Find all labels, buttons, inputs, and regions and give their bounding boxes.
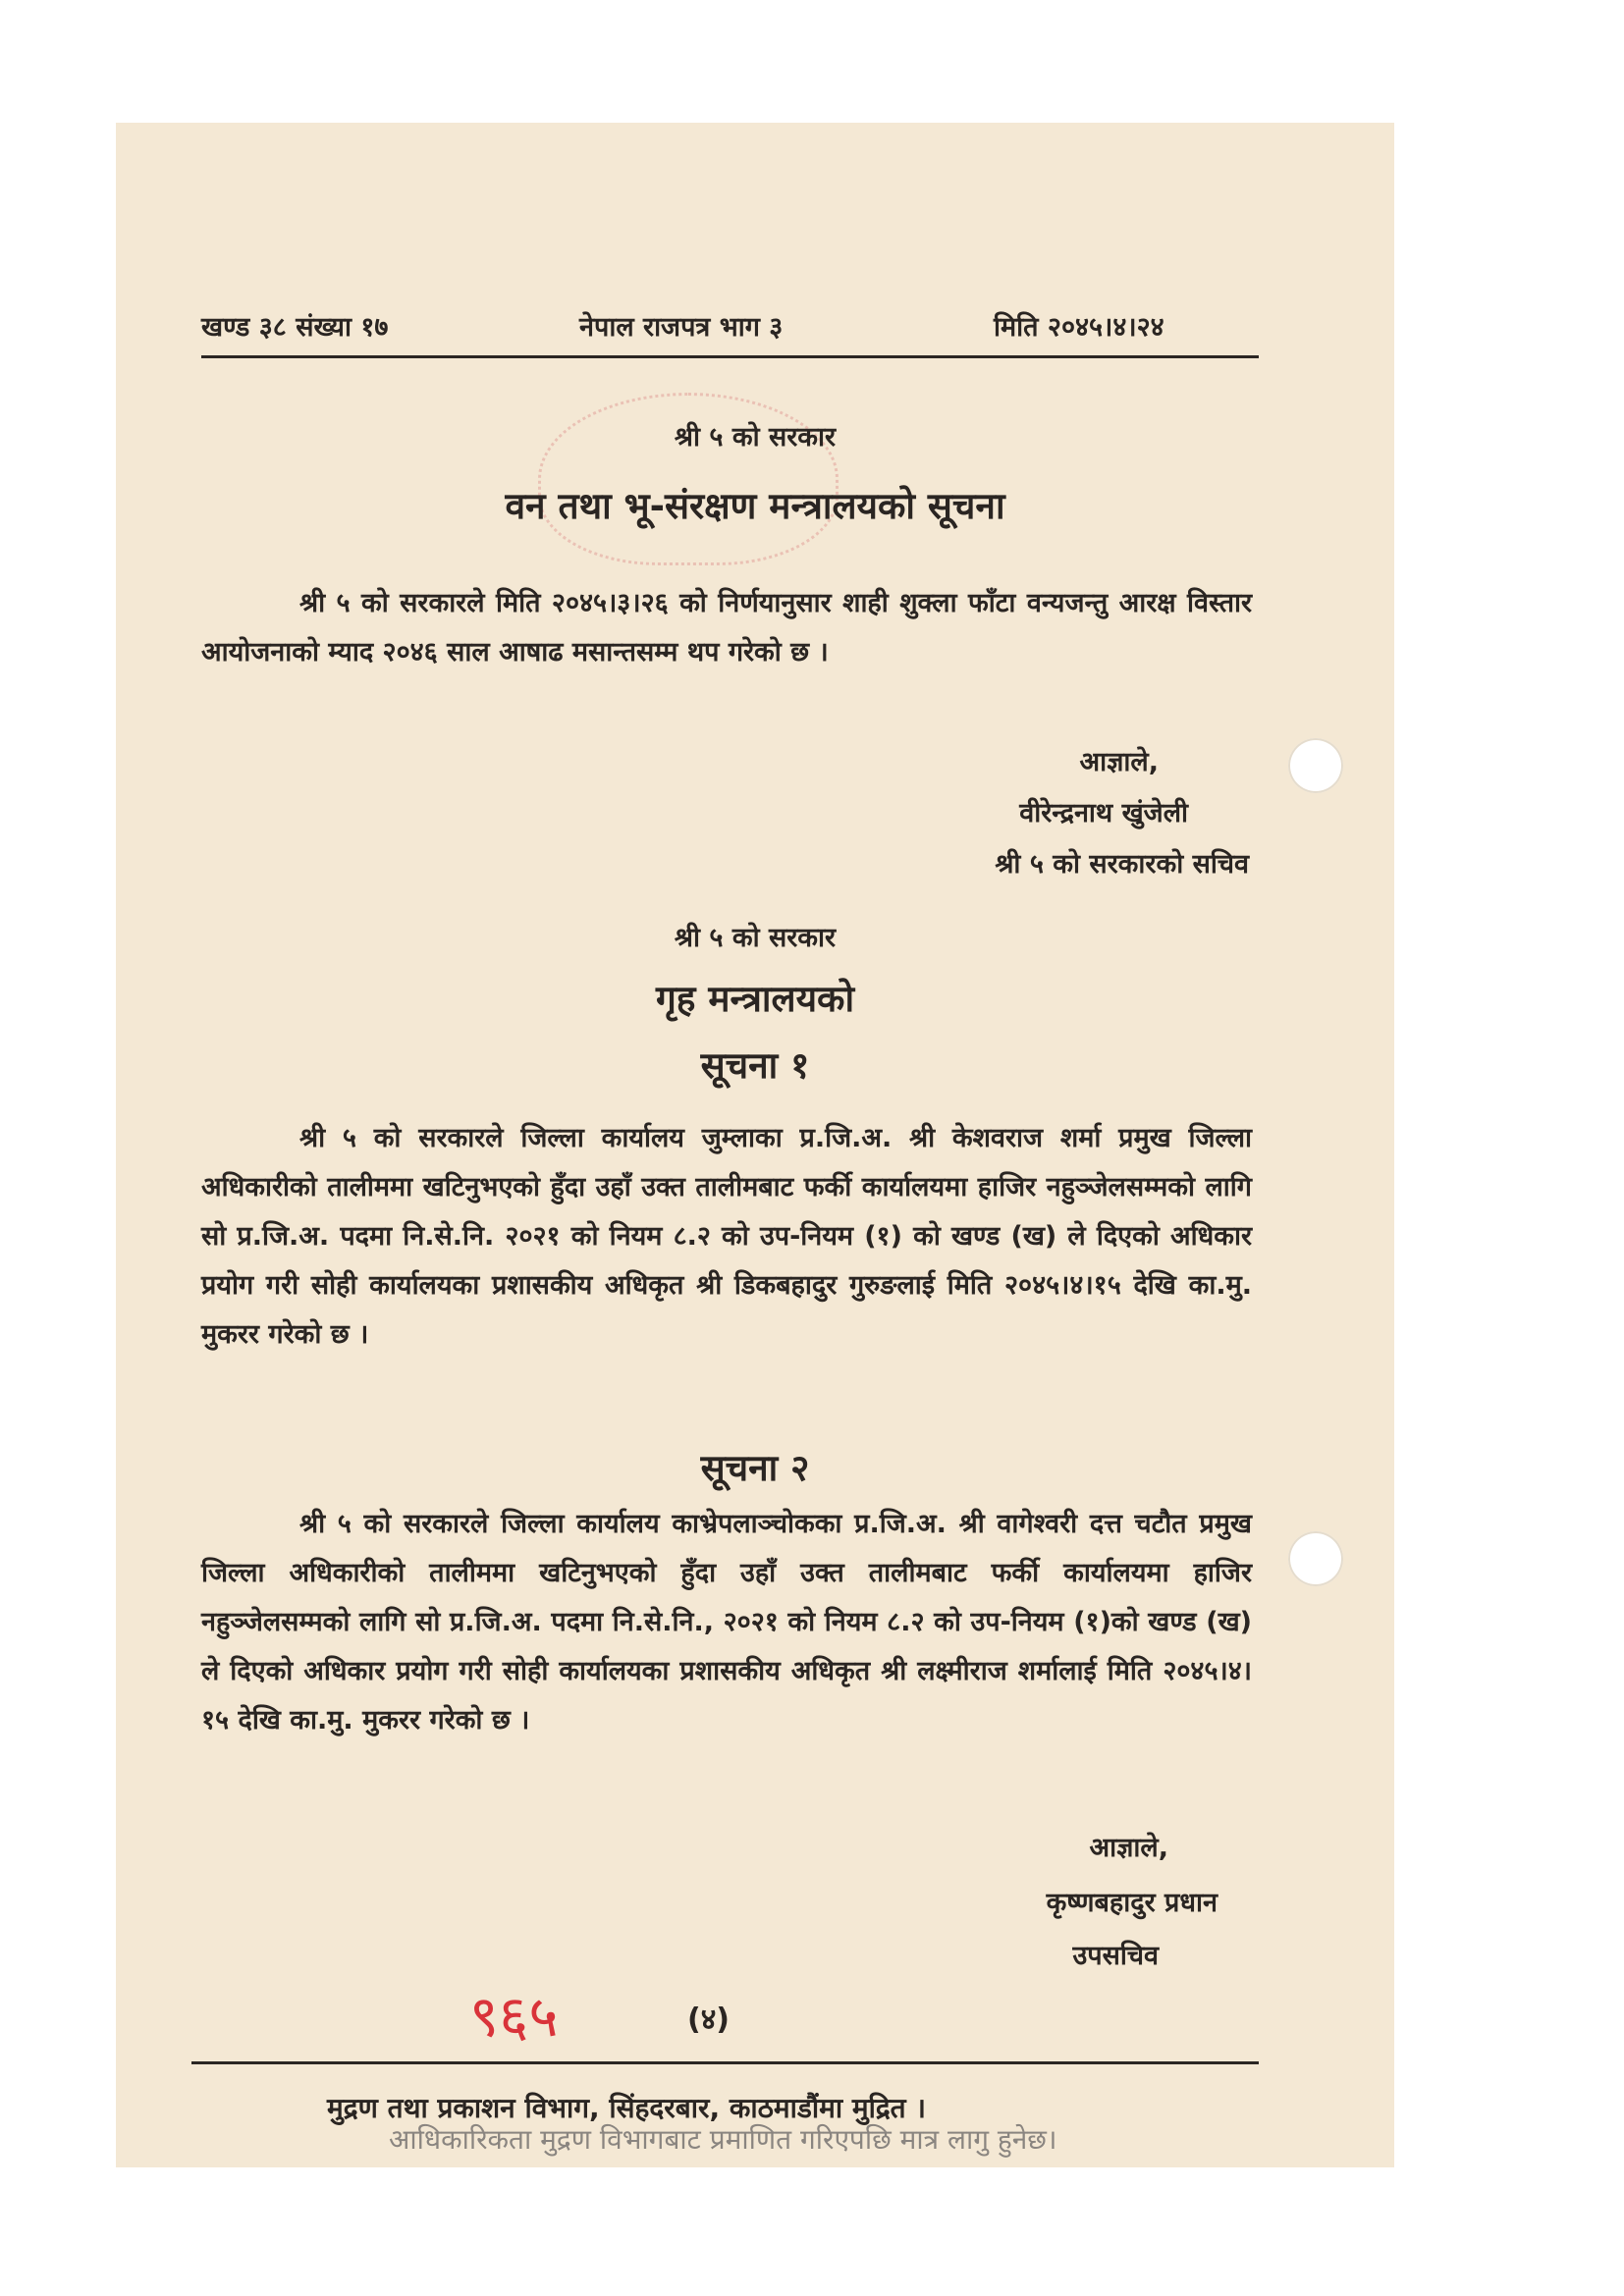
notice2-signatory-title: उपसचिव xyxy=(1072,1941,1159,1971)
handwritten-number: ९६५ xyxy=(469,1983,559,2050)
volume-number: खण्ड ३८ संख्या १७ xyxy=(201,312,389,343)
printer-line: मुद्रण तथा प्रकाशन विभाग, सिंहदरबार, काठमाडौंमा मुद्रित । xyxy=(327,2092,927,2124)
notice2-sub1-paragraph xyxy=(201,1114,1252,1360)
notice1-paragraph xyxy=(201,579,1252,677)
punch-hole xyxy=(1288,1531,1343,1586)
notice1-text: श्री ५ को सरकारले मिति २०४५।३।२६ को निर्णयानुसार शाही शुक्ला फाँटा वन्यजन्तु आरक्ष विस्तार आयोजनाको म्याद २०४६ साल आषाढ मसान्तसम्म थप गरेको छ । xyxy=(201,588,1252,667)
notice2-sub1-title: सूचना १ xyxy=(700,1044,810,1087)
gazette-title: नेपाल राजपत्र भाग ३ xyxy=(579,312,784,343)
gazette-date: मिति २०४५।४।२४ xyxy=(994,312,1164,343)
notice2-ministry-title: गृह मन्त्रालयको xyxy=(655,978,855,1020)
notice2-sign-order: आज्ञाले, xyxy=(1089,1833,1168,1863)
certification-note: आधिकारिकता मुद्रण विभागबाट प्रमाणित गरिएपछि मात्र लागु हुनेछ। xyxy=(389,2123,1057,2156)
notice1-signatory-title: श्री ५ को सरकारको सचिव xyxy=(995,849,1249,880)
header-divider xyxy=(201,355,1259,358)
page-number: (४) xyxy=(687,2002,731,2037)
notice2-signatory-name: कृष्णबहादुर प्रधान xyxy=(1046,1888,1218,1918)
notice2-sub2-paragraph xyxy=(201,1500,1252,1745)
footer-divider xyxy=(191,2061,1259,2064)
notice1-ministry-title: वन तथा भू-संरक्षण मन्त्रालयको सूचना xyxy=(505,485,1005,527)
punch-hole xyxy=(1288,738,1343,793)
notice1-sign-order: आज्ञाले, xyxy=(1079,747,1159,777)
notice2-sub2-title: सूचना २ xyxy=(700,1447,810,1489)
notice1-signatory-name: वीरेन्द्रनाथ खुंजेली xyxy=(1019,798,1188,828)
notice1-govt: श्री ५ को सरकार xyxy=(674,422,837,453)
notice2-govt: श्री ५ को सरकार xyxy=(674,923,837,953)
notice2-sub1-text: श्री ५ को सरकारले जिल्ला कार्यालय जुम्लाका प्र.जि.अ. श्री केशवराज शर्मा प्रमुख जिल्ला अधिकारीको तालीममा खटिनुभएको हुँदा उहाँ उक्त तालीमबाट फर्की कार्यालयमा हाजिर नहुञ्जेलसम्मको लागि सो प्र.जि.अ. पदमा नि.से.नि. २०२१ को नियम ८.२ को उप-नियम (१) को खण्ड (ख) ले दिएको अधिकार प्रयोग गरी सोही कार्यालयका प्रशासकीय अधिकृत श्री डिकबहादुर गुरुङलाई मिति २०४५।४।१५ देखि का.मु. मुकरर गरेको छ । xyxy=(201,1123,1252,1350)
notice2-sub2-text: श्री ५ को सरकारले जिल्ला कार्यालय काभ्रेपलाञ्चोकका प्र.जि.अ. श्री वागेश्वरी दत्त चटौत प्रमुख जिल्ला अधिकारीको तालीममा खटिनुभएको हुँदा उहाँ उक्त तालीमबाट फर्की कार्यालयमा हाजिर नहुञ्जेलसम्मको लागि सो प्र.जि.अ. पदमा नि.से.नि., २०२१ को नियम ८.२ को उप-नियम (१)को खण्ड (ख) ले दिएको अधिकार प्रयोग गरी सोही कार्यालयका प्रशासकीय अधिकृत श्री लक्ष्मीराज शर्मालाई मिति २०४५।४।१५ देखि का.मु. मुकरर गरेको छ । xyxy=(201,1509,1252,1735)
